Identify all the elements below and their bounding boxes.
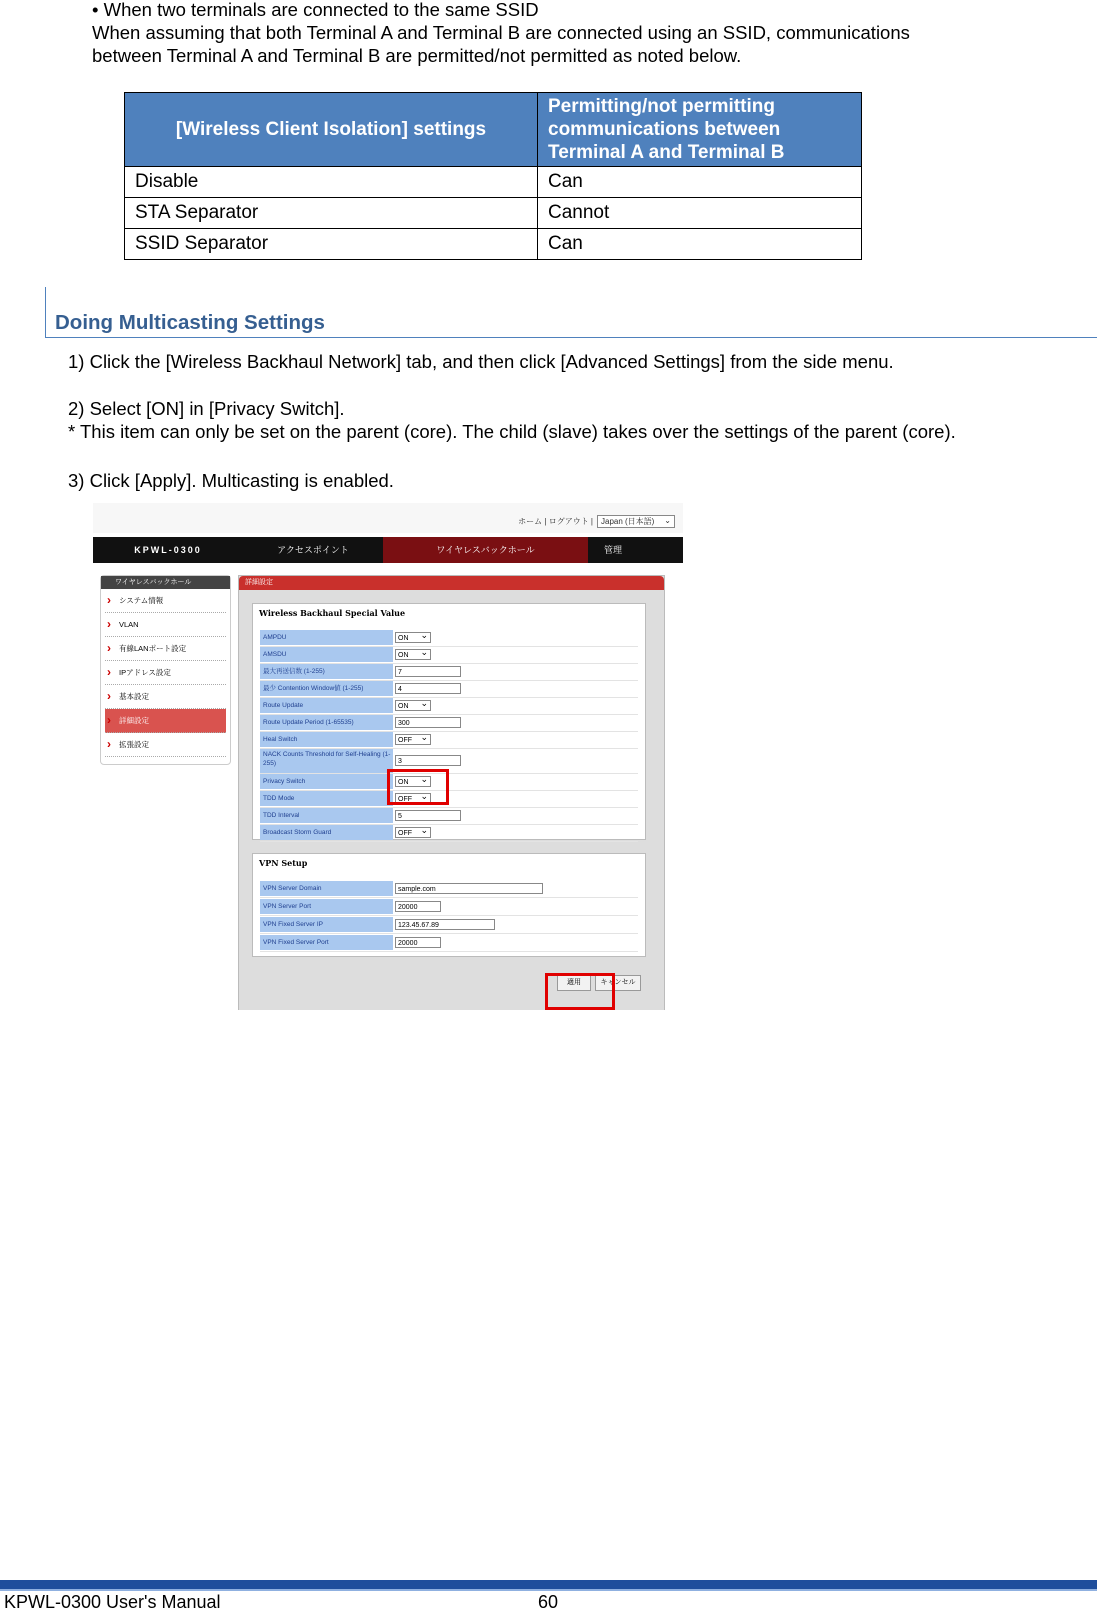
footer-page-number: 60 <box>538 1592 559 1612</box>
wireless-backhaul-title: Wireless Backhaul Special Value <box>259 608 406 618</box>
label-contention-window: 最少 Contention Window値 (1-255) <box>260 681 393 696</box>
top-links[interactable]: ホーム | ログアウト | <box>518 517 593 526</box>
screenshot-navbar <box>93 537 683 563</box>
highlight-apply-button <box>545 973 615 1010</box>
cancel-button[interactable]: キャンセル <box>595 975 641 991</box>
input-contention-window[interactable]: 4 <box>395 683 461 694</box>
select-route-update[interactable]: ON ⌄ <box>395 700 431 711</box>
table-row <box>125 198 862 229</box>
label-tdd-mode: TDD Mode <box>260 791 393 806</box>
bullet-heading: • When two terminals are connected to the same SSID <box>92 0 539 20</box>
table-cell-value: Cannot <box>538 198 862 229</box>
input-tdd-interval[interactable]: 5 <box>395 810 461 821</box>
section-title: Doing Multicasting Settings <box>55 311 325 334</box>
input-vpn-fixed-ip[interactable]: 123.45.67.89 <box>395 919 495 930</box>
section-heading <box>45 287 1097 338</box>
label-tdd-interval: TDD Interval <box>260 808 393 823</box>
label-vpn-fixed-ip: VPN Fixed Server IP <box>260 917 393 932</box>
footer-manual-title: KPWL-0300 User's Manual <box>4 1592 221 1612</box>
side-item-extended[interactable]: › 拡張設定 <box>105 733 226 757</box>
select-heal-switch[interactable]: OFF ⌄ <box>395 734 431 745</box>
language-select[interactable]: Japan (日本語) ⌄ <box>597 515 675 528</box>
label-route-update: Route Update <box>260 698 393 713</box>
table-header-setting: [Wireless Client Isolation] settings <box>125 93 538 167</box>
intro-line-2: between Terminal A and Terminal B are permitted/not permitted as noted below. <box>92 45 742 66</box>
select-ampdu[interactable]: ON ⌄ <box>395 632 431 643</box>
label-route-update-period: Route Update Period (1-65535) <box>260 715 393 730</box>
wireless-backhaul-box <box>252 603 646 840</box>
nav-tab-management[interactable]: 管理 <box>603 545 622 555</box>
table-cell-setting: SSID Separator <box>125 229 538 260</box>
intro-line-1: When assuming that both Terminal A and Terminal B are connected using an SSID, communications <box>92 22 910 43</box>
side-item-system-info[interactable]: › システム情報 <box>105 589 226 613</box>
select-privacy-switch[interactable]: ON ⌄ <box>395 776 431 787</box>
table-header-permission: Permitting/not permitting communications between Terminal A and Terminal B <box>538 93 862 167</box>
table-cell-value: Can <box>538 229 862 260</box>
label-nack-threshold: NACK Counts Threshold for Self-Healing (1-255) <box>260 749 393 773</box>
highlight-privacy-switch <box>387 769 449 805</box>
input-nack-threshold[interactable]: 3 <box>395 755 461 766</box>
label-heal-switch: Heal Switch <box>260 732 393 747</box>
input-max-retries[interactable]: 7 <box>395 666 461 677</box>
apply-button[interactable]: 適用 <box>557 975 591 991</box>
table-cell-setting: Disable <box>125 167 538 198</box>
select-broadcast-storm-guard[interactable]: OFF ⌄ <box>395 827 431 838</box>
label-vpn-fixed-port: VPN Fixed Server Port <box>260 935 393 950</box>
side-item-advanced[interactable]: › 詳細設定 <box>105 709 226 733</box>
input-vpn-server-port[interactable]: 20000 <box>395 901 441 912</box>
nav-tab-wireless-backhaul[interactable]: ワイヤレスバックホール <box>383 537 588 563</box>
table-cell-value: Can <box>538 167 862 198</box>
label-privacy-switch: Privacy Switch <box>260 774 393 789</box>
label-amsdu: AMSDU <box>260 647 393 662</box>
side-item-vlan[interactable]: › VLAN <box>105 613 226 637</box>
side-menu <box>100 575 231 765</box>
label-ampdu: AMPDU <box>260 630 393 645</box>
input-route-update-period[interactable]: 300 <box>395 717 461 728</box>
label-vpn-server-port: VPN Server Port <box>260 899 393 914</box>
select-tdd-mode[interactable]: OFF ⌄ <box>395 793 431 804</box>
input-vpn-fixed-port[interactable]: 20000 <box>395 937 441 948</box>
label-max-retries: 最大再送信数 (1-255) <box>260 664 393 679</box>
step-1: 1) Click the [Wireless Backhaul Network] tab, and then click [Advanced Settings] from the side menu. <box>68 351 894 372</box>
table-row <box>125 167 862 198</box>
settings-screenshot <box>93 503 683 1010</box>
step-2-note: * This item can only be set on the parent (core). The child (slave) takes over the settings of the parent (core). <box>68 421 956 442</box>
side-menu-header: ワイヤレスバックホール <box>101 576 230 589</box>
settings-panel-title: 詳細設定 <box>239 576 664 590</box>
table-cell-setting: STA Separator <box>125 198 538 229</box>
side-item-wired-lan[interactable]: › 有線LANポート設定 <box>105 637 226 661</box>
side-item-basic[interactable]: › 基本設定 <box>105 685 226 709</box>
settings-panel <box>238 575 665 1010</box>
table-row <box>125 229 862 260</box>
step-3: 3) Click [Apply]. Multicasting is enabled. <box>68 470 394 491</box>
footer-rule <box>0 1580 1097 1589</box>
label-vpn-server-domain: VPN Server Domain <box>260 881 393 896</box>
chevron-down-icon: ⌄ <box>664 516 671 525</box>
vpn-setup-title: VPN Setup <box>259 858 308 868</box>
screenshot-top-bar <box>93 503 683 533</box>
select-amsdu[interactable]: ON ⌄ <box>395 649 431 660</box>
side-item-ip-address[interactable]: › IPアドレス設定 <box>105 661 226 685</box>
isolation-table <box>124 92 862 260</box>
vpn-setup-box <box>252 853 646 957</box>
nav-logo: KPWL-0300 <box>134 545 202 555</box>
table-header-row <box>125 93 862 167</box>
label-broadcast-storm-guard: Broadcast Storm Guard <box>260 825 393 840</box>
nav-tab-access-point[interactable]: アクセスポイント <box>277 545 349 555</box>
step-2: 2) Select [ON] in [Privacy Switch]. <box>68 398 345 419</box>
input-vpn-server-domain[interactable]: sample.com <box>395 883 543 894</box>
